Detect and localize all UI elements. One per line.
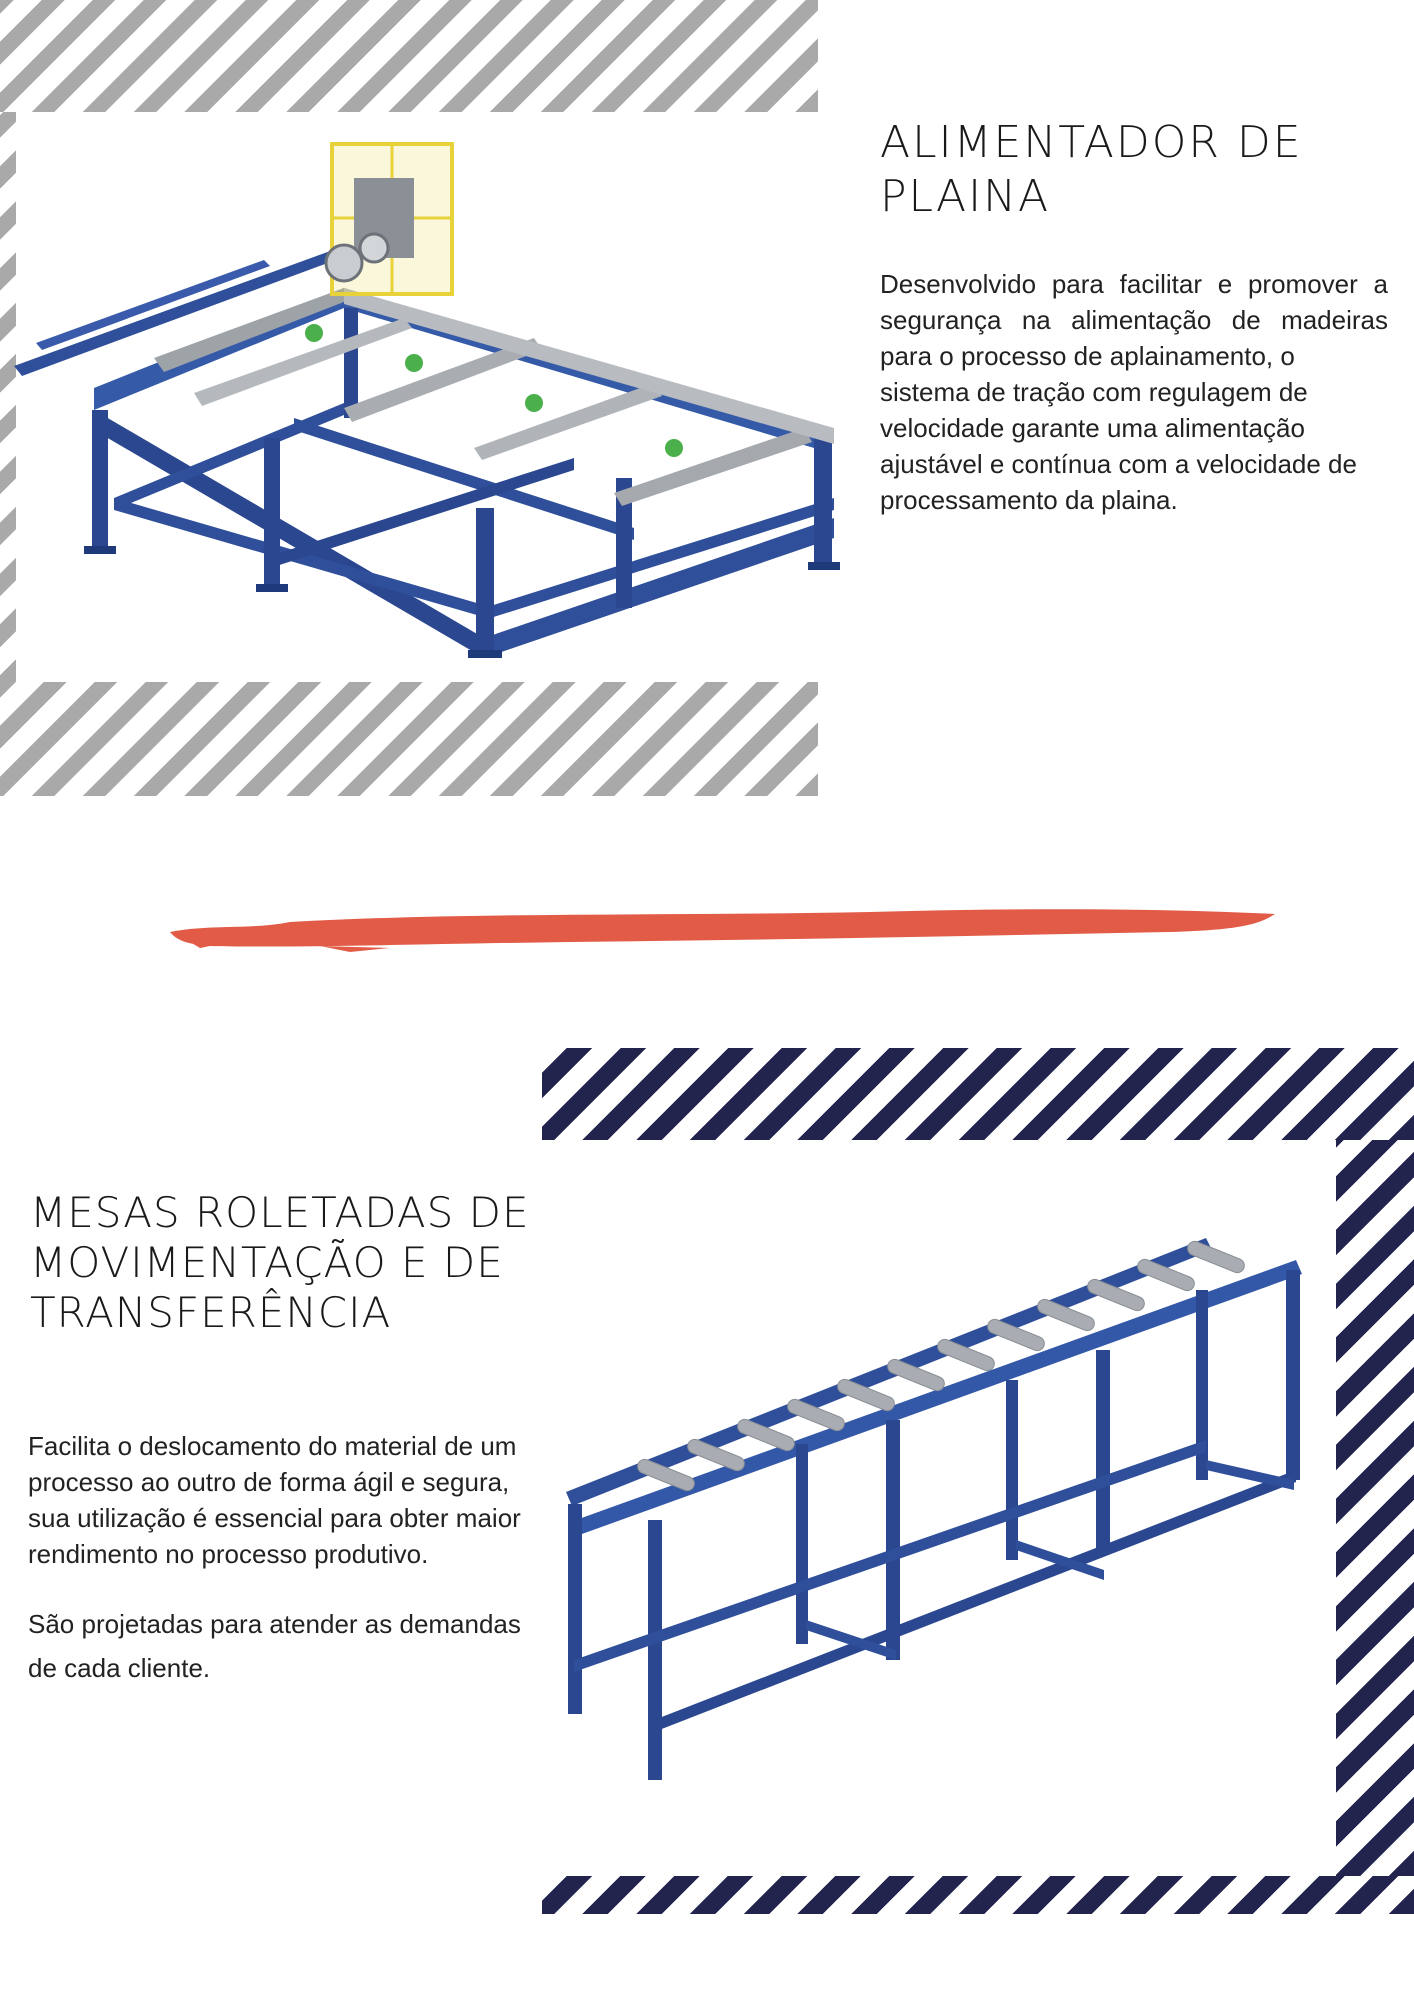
feeder-description [880, 266, 1388, 518]
tables-paragraph-2: São projetadas para atender as demandas de cada cliente. [28, 1609, 521, 1683]
navy-stripe-frame-right [1336, 1140, 1414, 1876]
tables-description [28, 1428, 528, 1720]
navy-stripe-frame-top [542, 1048, 1414, 1140]
planer-feeder-image [14, 138, 860, 658]
tables-paragraph-1: Facilita o deslocamento do material de um processo ao outro de forma ágil e segura, sua utilização é essencial para obter maior rendimento no processo produtivo. [28, 1431, 521, 1569]
gray-stripe-frame-top [0, 0, 818, 112]
roller-table-image [556, 1220, 1316, 1780]
feeder-paragraph-2: sistema de tração com regulagem de velocidade garante uma alimentação ajustável e contínua com a velocidade de processamento da plaina. [880, 377, 1357, 515]
feeder-title: ALIMENTADOR DE PLAINA [880, 117, 1303, 222]
navy-stripe-frame-bottom [542, 1876, 1414, 1914]
tables-title: MESAS ROLETADAS DE MOVIMENTAÇÃO E DE TRANSFERÊNCIA [30, 1188, 530, 1337]
feeder-paragraph-1: Desenvolvido para facilitar e promover a segurança na alimentação de madeiras para o processo de aplainamento, o [880, 269, 1388, 371]
gray-stripe-frame-bottom [0, 682, 818, 796]
brush-stroke-divider [170, 902, 1275, 954]
